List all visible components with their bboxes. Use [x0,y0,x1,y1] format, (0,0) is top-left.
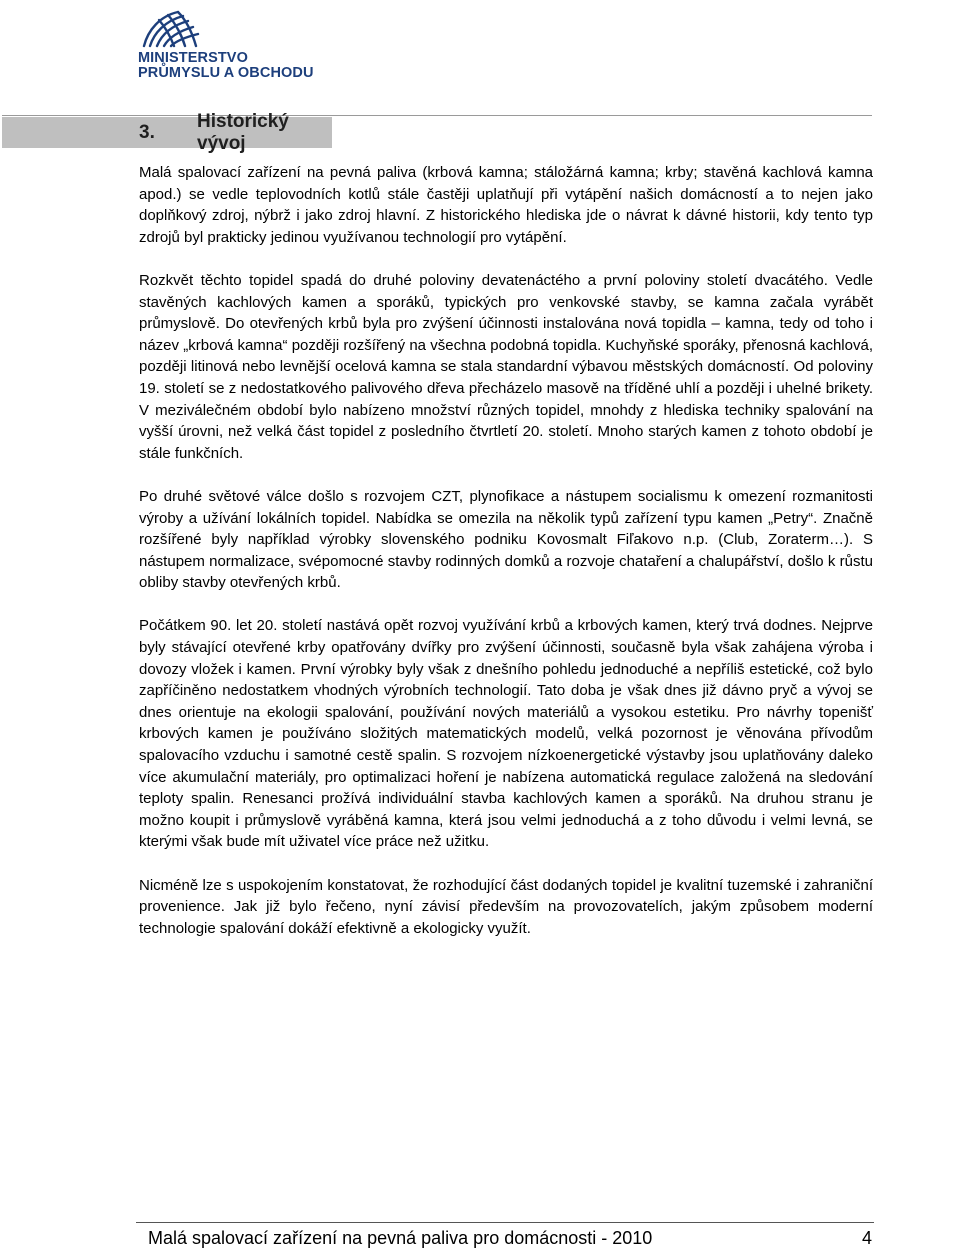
section-heading [2,110,332,154]
ministry-globe-logo-icon [138,6,208,50]
paragraph-3: Po druhé světové válce došlo s rozvojem CZT, plynofikace a nástupem socialismu k omezení rozmanitosti výroby a užívání lokálních topidel. Nabídka se omezila na několik typů zařízení typu kamen „Petry“. Značně rozšířené byly například výrobky slovenského podniku Kovosmalt Fiľakovo n.p. (Club, Zoraterm…). S nástupem normalizace, svépomocné stavby rodinných domků a rozvoje chataření a chalupářství, došlo k růstu obliby stavby otevřených krbů. [139,487,873,592]
logo-text [138,51,318,81]
body-text [139,162,873,939]
paragraph-1: Malá spalovací zařízení na pevná paliva (krbová kamna; stáložárná kamna; krby; stavěná kachlová kamna apod.) se vedle teplovodních kotlů stále častěji uplatňují při vytápění našich domácností a to nejen jako doplňkový zdroj, nýbrž i jako zdroj hlavní. Z historického hlediska jde o návrat k dávné historii, kdy tento typ zdrojů byl prakticky jedinou využívanou technologií pro vytápění. [139,164,873,246]
paragraph-2: Rozkvět těchto topidel spadá do druhé poloviny devatenáctého a první poloviny století dvacátého. Vedle stavěných kachlových kamen a sporáků, typických pro venkovské stavby, se kamna začala vyrábět průmyslově. Do otevřených krbů byla pro zvýšení účinnosti instalována nová topidla – kamna, tedy od toho i název „krbová kamna“ později rozšířený na všechna podobná topidla. Kuchyňské sporáky, přenosná kachlová, později litinová nebo levnější ocelová kamna se stala standardní výbavou městských domácností. Od poloviny 19. století se z nedostatkového palivového dřeva přecházelo masově na tříděné uhlí a později i uhelné brikety. V meziválečném období bylo nabízeno množství různých topidel, mnohdy z hlediska techniky spalování na vyšší úrovni, než velká část topidel z posledního čtvrtletí 20. století. Mnoho starých kamen z tohoto období je stále funkčních. [139,271,873,462]
section-title: Historický vývoj [197,110,289,154]
footer-title: Malá spalovací zařízení na pevná paliva pro domácnosti - 2010 [148,1228,653,1248]
paragraph-5: Nicméně lze s uspokojením konstatovat, že rozhodující část dodaných topidel je kvalitní tuzemské i zahraniční provenience. Jak již bylo řečeno, nyní závisí především na provozovatelích, jakým způsobem moderní technologie spalování dokáží efektivně a ekologicky využít. [139,876,873,937]
logo-line-2: PRŮMYSLU A OBCHODU [138,65,314,81]
page-number: 4 [862,1228,873,1248]
paragraph-4: Počátkem 90. let 20. století nastává opět rozvoj využívání krbů a krbových kamen, který trvá dodnes. Nejprve byly stávající otevřené krby opatřovány dvířky pro zvýšení účinnosti, současně byla však zahájena výroba i dovozy vložek i kamen. První výrobky byly však z dnešního pohledu jednoduché a nepříliš estetické, což bylo zapříčiněno nedostatkem vhodných výrobních technologií. Tato doba je však dnes již dávno pryč a vývoj se dnes orientuje na ekologii spalování, používání nových materiálů a vysokou estetiku. Pro návrhy topenišť krbových kamen je používáno složitých matematických modelů, velká pozornost je věnována přívodům spalovacího vzduchu i samotné cestě spalin. S rozvojem nízkoenergetické výstavby jsou uplatňovány daleko více akumulační materiály, pro optimalizaci hoření je nabízena automatická regulace založená na sledování teploty spalin. Renesanci prožívá individuální stavba kachlových kamen a sporáků. Na druhou stranu je možno koupit i průmyslově vyráběná kamna, která jsou velmi jednoduchá a z toho důvodu i velmi levná, se kterými však bude mít uživatel více práce než užitku. [139,617,873,851]
logo-line-1: MINISTERSTVO [138,50,248,66]
section-number: 3. [139,121,155,143]
footer-rule [136,1222,874,1223]
heading-top-rule [2,115,872,116]
ministry-logo [138,6,318,84]
